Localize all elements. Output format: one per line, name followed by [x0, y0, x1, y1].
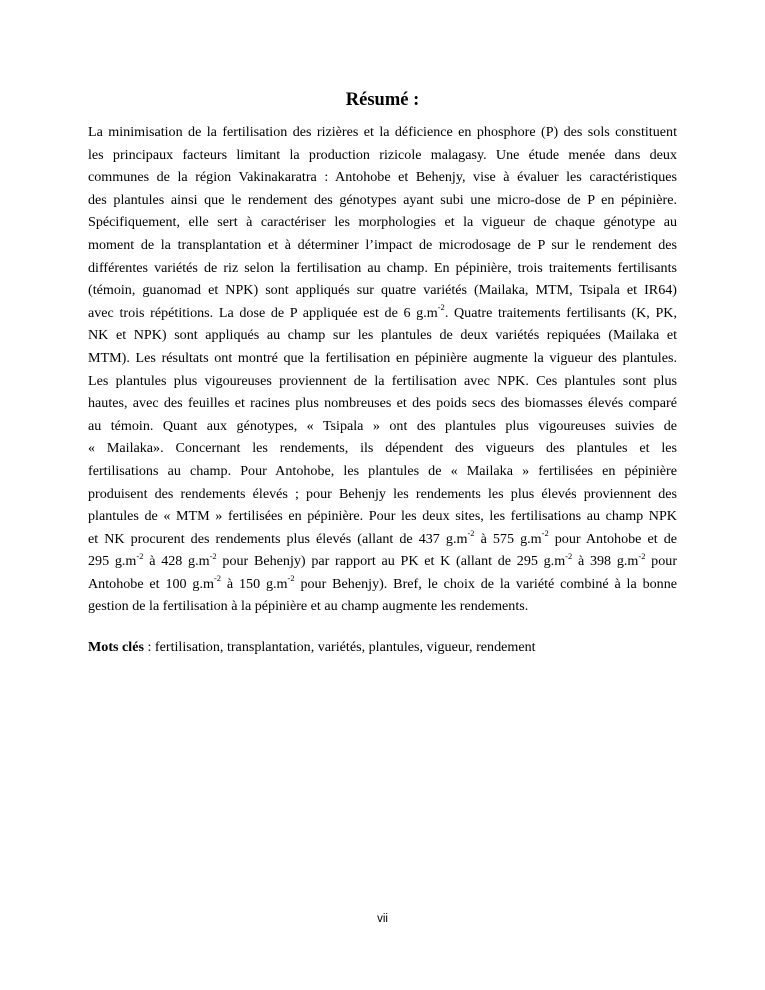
text-line: [88, 528, 677, 551]
page-number: vii: [377, 913, 388, 925]
text-line: fertilisations au champ. Pour Antohobe, les plantules de « Mailaka » fertilisées en pépinière: [88, 462, 677, 479]
keywords-label: Mots clés: [88, 639, 144, 655]
text-line: Spécifiquement, elle sert à caractériser les morphologies et la vigueur de chaque génotype au: [88, 214, 677, 231]
text-line: des plantules ainsi que le rendement des génotypes ayant subi une micro-dose de P en pépinière.: [88, 191, 677, 208]
superscript: -2: [136, 550, 144, 561]
text-line: (témoin, guanomad et NPK) sont appliqués sur quatre variétés (Mailaka, MTM, Tsipala et IR64): [88, 282, 677, 299]
text-segment: 295 g.m: [88, 553, 137, 570]
text-segment: avec trois répétitions. La dose de P appliquée est de 6 g.m: [88, 304, 438, 321]
superscript: -2: [437, 302, 445, 313]
text-line: Les plantules plus vigoureuses proviennent de la fertilisation avec NPK. Ces plantules sont plus: [88, 372, 677, 389]
text-line: les principaux facteurs limitant la production rizicole malagasy. Une étude menée dans deux: [88, 146, 677, 163]
superscript: -2: [565, 550, 573, 561]
text-line: [88, 573, 677, 596]
text-line: hautes, avec des feuilles et racines plus nombreuses et des poids secs des biomasses élevés comparé: [88, 395, 677, 412]
text-line: moment de la transplantation et à déterminer l’impact de microdosage de P sur le rendement des: [88, 236, 677, 253]
superscript: -2: [638, 550, 646, 561]
keywords-text: : fertilisation, transplantation, variétés, plantules, vigueur, rendement: [143, 639, 536, 655]
text-line: [88, 550, 677, 573]
text-segment: pour: [645, 553, 678, 570]
abstract-paragraph: [88, 121, 677, 618]
keywords: [88, 636, 536, 658]
text-line: « Mailaka». Concernant les rendements, ils dépendent des vigueurs des plantules et les: [88, 440, 677, 457]
superscript: -2: [287, 573, 295, 584]
text-segment: Antohobe et 100 g.m: [88, 575, 214, 592]
superscript: -2: [209, 550, 217, 561]
text-line: [88, 302, 677, 325]
text-segment: pour Behenjy) par rapport au PK et K (allant de 295 g.m: [216, 553, 566, 570]
text-line: produisent des rendements élevés ; pour Behenjy les rendements les plus élevés proviennent des: [88, 485, 677, 502]
text-segment: . Quatre traitements fertilisants (K, PK,: [444, 304, 677, 321]
page-title: Résumé :: [345, 90, 420, 110]
text-segment: pour Antohobe et de: [548, 530, 678, 547]
text-line: MTM). Les résultats ont montré que la fertilisation en pépinière augmente la vigueur des plantules.: [88, 349, 677, 366]
text-line: La minimisation de la fertilisation des rizières et la déficience en phosphore (P) des sols constituent: [88, 124, 677, 140]
superscript: -2: [541, 528, 549, 538]
superscript: -2: [467, 528, 475, 538]
text-segment: à 150 g.m: [221, 575, 288, 592]
text-line: communes de la région Vakinakaratra : Antohobe et Behenjy, vise à évaluer les caractéristiques: [88, 169, 677, 186]
text-segment: pour Behenjy). Bref, le choix de la variété combiné à la bonne: [294, 575, 678, 592]
text-segment: à 428 g.m: [143, 553, 210, 570]
text-segment: et NK procurent des rendements plus élevés (allant de 437 g.m: [88, 530, 468, 547]
text-line: NK et NPK) sont appliqués au champ sur les plantules de deux variétés repiquées (Mailaka et: [88, 327, 677, 344]
superscript: -2: [213, 573, 222, 584]
text-segment: à 398 g.m: [572, 553, 639, 570]
text-line: gestion de la fertilisation à la pépinière et au champ augmente les rendements.: [88, 598, 529, 615]
text-line: plantules de « MTM » fertilisées en pépinière. Pour les deux sites, les fertilisations au champ NPK: [88, 508, 677, 525]
text-line: au témoin. Quant aux génotypes, « Tsipala » ont des plantules plus vigoureuses suivies de: [88, 417, 677, 434]
text-segment: à 575 g.m: [474, 530, 542, 547]
text-line: différentes variétés de riz selon la fertilisation au champ. En pépinière, trois traitements fertilisants: [88, 259, 677, 276]
